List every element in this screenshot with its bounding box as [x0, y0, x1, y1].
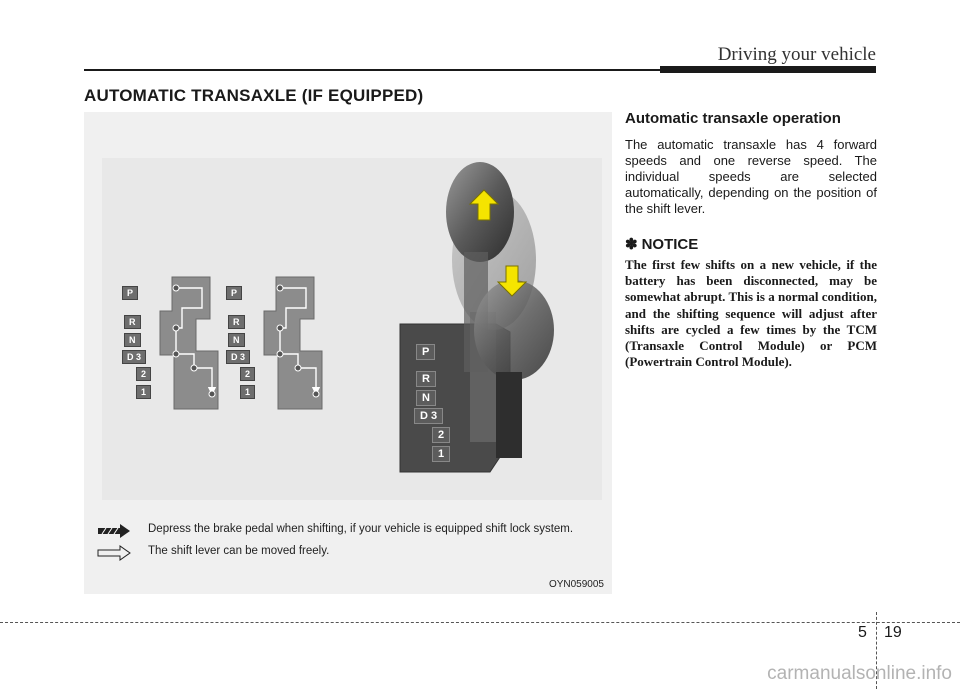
legend-shift-lock [128, 523, 573, 535]
gear-label-d3: D 3 [226, 350, 250, 364]
gear-label-r: R [124, 315, 141, 329]
gear-label-2: 2 [240, 367, 255, 381]
plate-label-1: 1 [432, 446, 450, 462]
gear-label-n: N [124, 333, 141, 347]
gear-label-p: P [226, 286, 242, 300]
plate-label-p: P [416, 344, 435, 360]
shift-pattern-illustration [84, 112, 612, 594]
plate-label-r: R [416, 371, 436, 387]
chapter-title: Driving your vehicle [717, 44, 876, 65]
plate-label-2: 2 [432, 427, 450, 443]
chapter-number: 5 [858, 624, 867, 641]
gate-diagram-left [160, 277, 218, 409]
watermark: carmanualsonline.info [767, 663, 952, 684]
gear-label-2: 2 [136, 367, 151, 381]
gear-label-1: 1 [136, 385, 151, 399]
gear-label-r: R [228, 315, 245, 329]
gear-label-1: 1 [240, 385, 255, 399]
plate-label-n: N [416, 390, 436, 406]
gear-label-d3: D 3 [122, 350, 146, 364]
body-paragraph: The automatic transaxle has 4 forward speeds and one reverse speed. The individual speeds are selected automatically, depending on the position of the shift lever. [625, 137, 877, 216]
gear-label-p: P [122, 286, 138, 300]
notice-symbol-icon: ✽ [625, 236, 638, 253]
hatched-arrow-icon [98, 524, 130, 538]
notice-title: NOTICE [641, 235, 699, 253]
page-number: 19 [884, 624, 902, 641]
header-bar [660, 66, 876, 73]
legend-shift-lock-text: Depress the brake pedal when shifting, if your vehicle is equipped shift lock system. [148, 523, 574, 535]
outline-arrow-icon [98, 546, 130, 560]
gear-label-n: N [228, 333, 245, 347]
section-title: AUTOMATIC TRANSAXLE (IF EQUIPPED) [84, 86, 424, 105]
gate-diagram-right [264, 277, 322, 409]
legend-free-move-text: The shift lever can be moved freely. [148, 545, 330, 557]
shift-lever-figure [84, 112, 612, 594]
content-column [625, 110, 877, 370]
shift-knob-bottom [474, 280, 554, 380]
plate-label-d3: D 3 [414, 408, 443, 424]
notice-heading [625, 235, 877, 253]
footer-rule [0, 622, 960, 623]
subsection-title: Automatic transaxle operation [625, 110, 841, 127]
notice-paragraph: The first few shifts on a new vehicle, if the battery has been disconnected, may be somewhat abrupt. This is a normal condition, and the shifting sequence will adjust after shifts are cycled a few times by the TCM (Transaxle Control Module) or PCM (Powertrain Control Module). [625, 257, 877, 370]
legend-free-move [128, 545, 329, 557]
figure-code: OYN059005 [548, 579, 604, 590]
